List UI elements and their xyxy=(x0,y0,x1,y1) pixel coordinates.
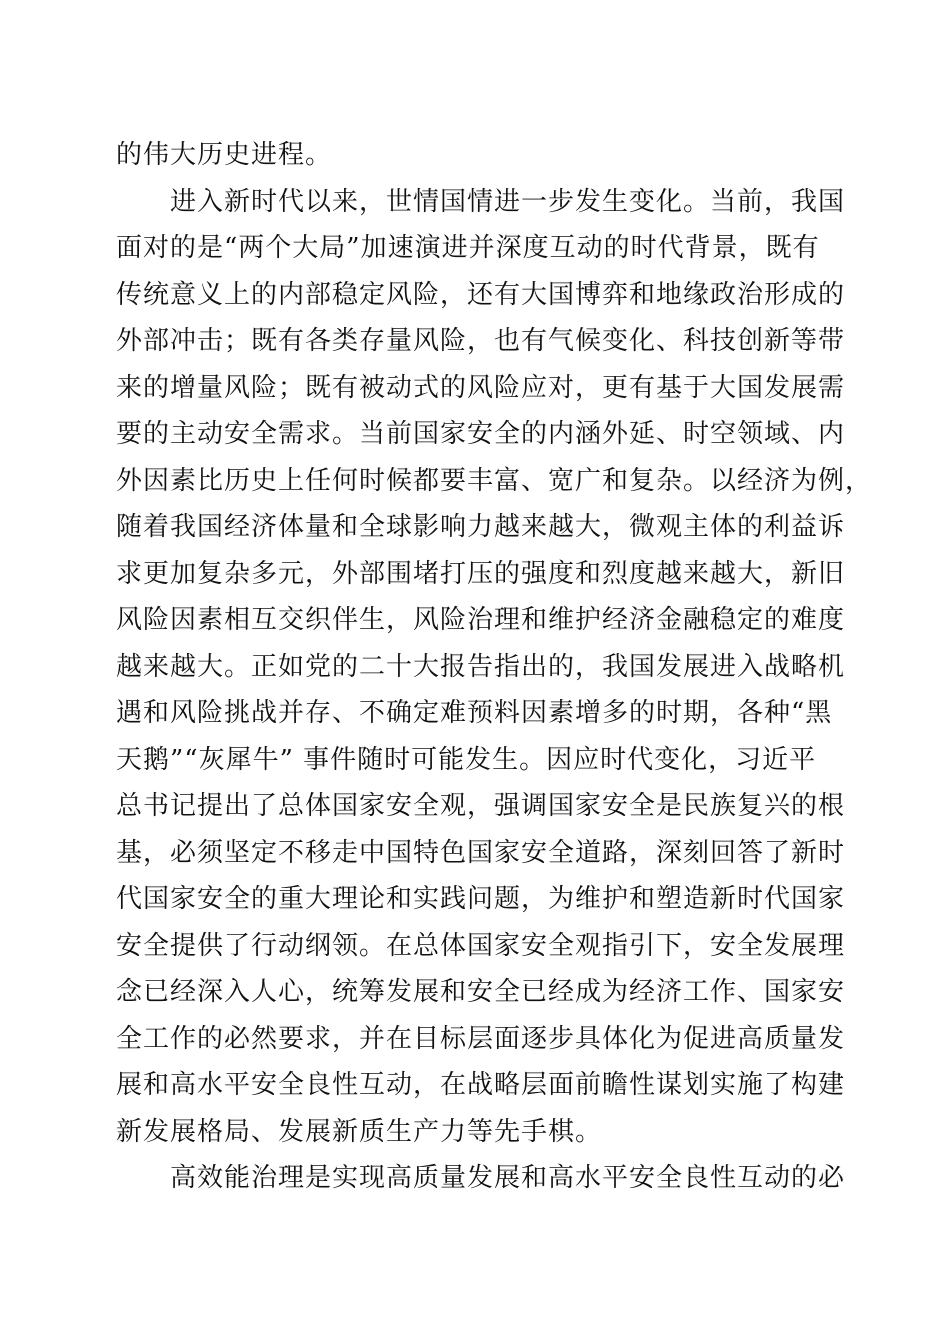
text-line: 越来越大。正如党的二十大报告指出的，我国发展进入战略机 xyxy=(116,651,846,682)
text-line: 代国家安全的重大理论和实践问题，为维护和塑造新时代国家 xyxy=(116,884,846,914)
text-line: 高效能治理是实现高质量发展和高水平安全良性互动的必 xyxy=(116,1163,846,1193)
text-line: 传统意义上的内部稳定风险，还有大国博弈和地缘政治形成的 xyxy=(116,279,846,310)
text-line: 进入新时代以来，世情国情进一步发生变化。当前，我国 xyxy=(116,186,846,217)
text-line: 随着我国经济体量和全球影响力越来越大，微观主体的利益诉 xyxy=(116,512,846,542)
text-line: 遇和风险挑战并存、不确定难预料因素增多的时期，各种“黑 xyxy=(116,698,833,728)
text-line: 求更加复杂多元，外部围堵打压的强度和烈度越来越大，新旧 xyxy=(116,558,846,589)
text-line: 安全提供了行动纲领。在总体国家安全观指引下，安全发展理 xyxy=(116,930,846,961)
text-line: 展和高水平安全良性互动，在战略层面前瞻性谋划实施了构建 xyxy=(116,1070,846,1100)
text-line: 外部冲击；既有各类存量风险，也有气候变化、科技创新等带 xyxy=(116,326,846,356)
text-line: 外因素比历史上任何时候都要丰富、宽广和复杂。以经济为例， xyxy=(116,465,873,496)
body-text xyxy=(116,132,873,1202)
text-line: 总书记提出了总体国家安全观，强调国家安全是民族复兴的根 xyxy=(116,791,846,821)
text-line: 天鹅”“灰犀牛” 事件随时可能发生。因应时代变化，习近平 xyxy=(116,744,817,775)
text-line: 风险因素相互交织伴生，风险治理和维护经济金融稳定的难度 xyxy=(116,605,846,635)
text-line: 来的增量风险；既有被动式的风险应对，更有基于大国发展需 xyxy=(116,372,846,403)
text-line: 念已经深入人心，统筹发展和安全已经成为经济工作、国家安 xyxy=(116,977,846,1007)
text-line: 全工作的必然要求，并在目标层面逐步具体化为促进高质量发 xyxy=(116,1023,846,1054)
text-line: 面对的是“两个大局”加速演进并深度互动的时代背景，既有 xyxy=(116,233,820,263)
text-line: 基，必须坚定不移走中国特色国家安全道路，深刻回答了新时 xyxy=(116,837,846,868)
text-line: 要的主动安全需求。当前国家安全的内涵外延、时空领域、内 xyxy=(116,419,846,449)
text-line: 新发展格局、发展新质生产力等先手棋。 xyxy=(116,1116,603,1147)
text-line: 的伟大历史进程。 xyxy=(116,140,333,170)
